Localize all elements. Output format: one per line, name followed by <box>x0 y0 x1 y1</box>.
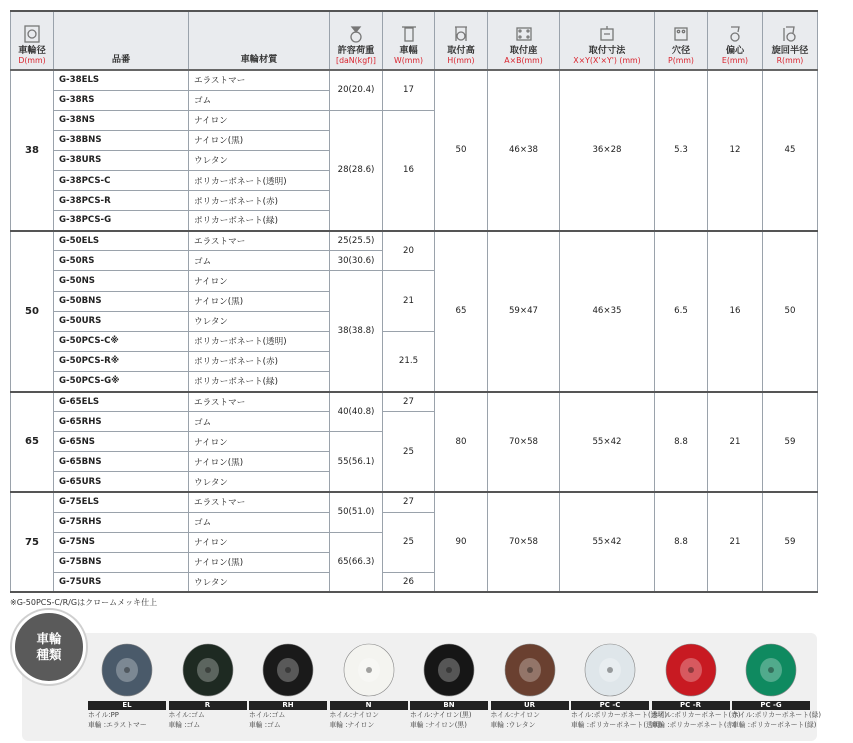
load-weight-icon <box>331 24 381 44</box>
diameter-cell: 65 <box>11 392 54 492</box>
header-label: 車輪径 <box>18 45 46 57</box>
load-cell: 50(51.0) <box>330 492 383 532</box>
product-code: G-50PCS-C※ <box>54 331 189 351</box>
product-code: G-38BNS <box>54 130 189 150</box>
load-cell: 25(25.5) <box>330 231 383 251</box>
product-code: G-75BNS <box>54 552 189 572</box>
material-cell: ナイロン(黒) <box>189 452 330 472</box>
product-code: G-38PCS-R <box>54 191 189 211</box>
product-code: G-65ELS <box>54 392 189 412</box>
radius-cell: 59 <box>763 392 818 492</box>
product-code: G-50ELS <box>54 231 189 251</box>
header-load <box>330 11 383 70</box>
product-code: G-38NS <box>54 110 189 130</box>
header-label: 取付高 <box>447 45 475 57</box>
header-label: 車幅 <box>399 45 418 57</box>
material-cell: ポリカーボネート(緑) <box>189 211 330 231</box>
header-unit: D(mm) <box>18 56 46 66</box>
material-cell: ポリカーボネート(赤) <box>189 351 330 371</box>
wheel-type-material: 車輪 :ナイロン <box>329 721 375 730</box>
material-cell: ウレタン <box>189 150 330 170</box>
offset-cell: 12 <box>708 70 763 231</box>
product-code: G-50NS <box>54 271 189 291</box>
material-cell: ウレタン <box>189 311 330 331</box>
product-code: G-65URS <box>54 472 189 492</box>
footnote: ※G-50PCS-C/R/Gはクロームメッキ仕上 <box>10 598 158 607</box>
radius-cell: 45 <box>763 70 818 231</box>
material-cell: ナイロン(黒) <box>189 552 330 572</box>
header-dimension <box>560 11 655 70</box>
wheel-type-code: N <box>330 701 408 710</box>
header-unit: R(mm) <box>776 56 804 66</box>
wheel-type-material: 車輪 :ポリカーボネート(赤) <box>651 721 736 730</box>
width-cell: 25 <box>383 512 435 572</box>
load-cell: 30(30.6) <box>330 251 383 271</box>
wheel-image <box>738 643 804 697</box>
material-cell: ポリカーボネート(赤) <box>189 191 330 211</box>
product-code: G-38PCS-C <box>54 170 189 190</box>
material-cell: ポリカーボネート(透明) <box>189 331 330 351</box>
wheel-type-hub: ホイル:ナイロン <box>490 711 540 719</box>
plate-cell: 46×38 <box>488 70 560 231</box>
wheel-image <box>175 643 241 697</box>
header-unit: X×Y(X'×Y') (mm) <box>573 56 641 66</box>
height-cell: 50 <box>435 70 488 231</box>
dimension-cell: 55×42 <box>560 492 655 592</box>
wheel-type-code: PC -G <box>732 701 810 710</box>
load-cell: 55(56.1) <box>330 432 383 492</box>
badge-line: 種類 <box>36 647 62 662</box>
wheel-type-item <box>491 643 569 730</box>
material-cell: ポリカーボネート(透明) <box>189 170 330 190</box>
header-plate <box>488 11 560 70</box>
product-code: G-50PCS-R※ <box>54 351 189 371</box>
wheel-type-hub: ホイル:ゴム <box>249 711 286 719</box>
width-cell: 21 <box>383 271 435 331</box>
material-cell: ナイロン <box>189 271 330 291</box>
load-cell: 65(66.3) <box>330 532 383 592</box>
header-height <box>435 11 488 70</box>
wheel-type-hub: ホイル:ナイロン(黒) <box>410 711 472 719</box>
header-label: 許容荷重 <box>337 45 375 57</box>
wheel-type-material: 車輪 :ゴム <box>168 721 201 730</box>
offset-icon <box>709 24 761 44</box>
plate-cell: 59×47 <box>488 231 560 392</box>
offset-cell: 21 <box>708 492 763 592</box>
material-cell: ナイロン(黒) <box>189 130 330 150</box>
product-code: G-50PCS-G※ <box>54 371 189 391</box>
wheel-image <box>497 643 563 697</box>
header-radius <box>763 11 818 70</box>
wheel-type-item <box>732 643 822 730</box>
load-cell: 28(28.6) <box>330 110 383 231</box>
width-cell: 16 <box>383 110 435 231</box>
header-unit: E(mm) <box>721 56 749 66</box>
material-cell: ゴム <box>189 90 330 110</box>
mount-height-icon <box>436 24 486 44</box>
product-code: G-38PCS-G <box>54 211 189 231</box>
wheel-type-material: 車輪 :ポリカーボネート(緑) <box>732 721 817 730</box>
wheel-type-code: PC -C <box>571 701 649 710</box>
hole-cell: 6.5 <box>655 231 708 392</box>
radius-cell: 50 <box>763 231 818 392</box>
product-code: G-38URS <box>54 150 189 170</box>
product-code: G-65BNS <box>54 452 189 472</box>
product-code: G-75NS <box>54 532 189 552</box>
wheel-type-material: 車輪 :エラストマー <box>88 721 147 730</box>
wheel-type-item <box>88 643 166 730</box>
product-code: G-50RS <box>54 251 189 271</box>
width-cell: 26 <box>383 572 435 592</box>
material-cell: ポリカーボネート(緑) <box>189 371 330 391</box>
header-unit: P(mm) <box>668 56 694 66</box>
wheel-type-hub: ホイル:PP <box>88 711 119 719</box>
wheel-type-hub: ホイル:ナイロン <box>329 711 379 719</box>
material-cell: エラストマー <box>189 492 330 512</box>
wheel-diameter-icon <box>12 24 52 44</box>
header-code <box>54 11 189 70</box>
offset-cell: 16 <box>708 231 763 392</box>
wheel-image <box>94 643 160 697</box>
width-cell: 21.5 <box>383 331 435 391</box>
material-cell: エラストマー <box>189 70 330 90</box>
material-cell: ゴム <box>189 251 330 271</box>
material-cell: ナイロン <box>189 532 330 552</box>
hole-cell: 8.8 <box>655 492 708 592</box>
header-offset <box>708 11 763 70</box>
dimension-cell: 46×35 <box>560 231 655 392</box>
height-cell: 65 <box>435 231 488 392</box>
width-cell: 27 <box>383 392 435 412</box>
width-cell: 25 <box>383 412 435 492</box>
material-cell: エラストマー <box>189 392 330 412</box>
table-row <box>11 70 818 90</box>
offset-cell: 21 <box>708 392 763 492</box>
material-cell: ナイロン(黒) <box>189 291 330 311</box>
diameter-cell: 75 <box>11 492 54 592</box>
wheel-type-code: RH <box>249 701 327 710</box>
hole-cell: 8.8 <box>655 392 708 492</box>
header-width <box>383 11 435 70</box>
header-material <box>189 11 330 70</box>
header-unit: W(mm) <box>394 56 423 66</box>
height-cell: 80 <box>435 392 488 492</box>
product-code: G-75RHS <box>54 512 189 532</box>
product-code: G-75ELS <box>54 492 189 512</box>
width-cell: 17 <box>383 70 435 110</box>
wheel-type-hub: ホイル:ポリカーボネート(赤) <box>651 711 741 719</box>
wheel-type-code: UR <box>491 701 569 710</box>
wheel-type-item <box>169 643 247 730</box>
wheel-type-code: R <box>169 701 247 710</box>
width-cell: 27 <box>383 492 435 512</box>
header-unit: H(mm) <box>447 56 475 66</box>
product-code: G-38ELS <box>54 70 189 90</box>
product-code: G-50URS <box>54 311 189 331</box>
radius-cell: 59 <box>763 492 818 592</box>
material-cell: エラストマー <box>189 231 330 251</box>
table-row <box>11 492 818 512</box>
header-label: 品番 <box>111 54 131 66</box>
diameter-cell: 50 <box>11 231 54 392</box>
plate-cell: 70×58 <box>488 392 560 492</box>
wheel-type-item <box>651 643 741 730</box>
material-cell: ゴム <box>189 412 330 432</box>
wheel-types-badge <box>12 610 86 684</box>
hole-diameter-icon <box>656 24 706 44</box>
load-cell: 38(38.8) <box>330 271 383 392</box>
wheel-type-material: 車輪 :ポリカーボネート(透明) <box>571 721 663 730</box>
width-cell: 20 <box>383 231 435 271</box>
product-code: G-50BNS <box>54 291 189 311</box>
material-cell: ゴム <box>189 512 330 532</box>
wheel-type-item <box>410 643 488 730</box>
hole-cell: 5.3 <box>655 70 708 231</box>
product-code: G-65RHS <box>54 412 189 432</box>
header-label: 偏心 <box>725 45 745 57</box>
diameter-cell: 38 <box>11 70 54 231</box>
mount-dimension-icon <box>561 24 653 44</box>
spec-table <box>10 10 818 593</box>
header-unit: [daN(kgf)] <box>336 56 376 66</box>
table-row <box>11 392 818 412</box>
wheel-type-material: 車輪 :ナイロン(黒) <box>410 721 467 730</box>
product-code: G-38RS <box>54 90 189 110</box>
wheel-image <box>336 643 402 697</box>
header-row <box>11 11 818 70</box>
header-label: 旋回半径 <box>771 45 809 57</box>
material-cell: ウレタン <box>189 572 330 592</box>
header-unit: A×B(mm) <box>504 56 543 66</box>
table-row <box>11 231 818 251</box>
load-cell: 20(20.4) <box>330 70 383 110</box>
plate-cell: 70×58 <box>488 492 560 592</box>
wheel-image <box>577 643 643 697</box>
wheel-type-item <box>249 643 327 730</box>
wheel-type-code: BN <box>410 701 488 710</box>
wheel-type-hub: ホイル:ポリカーボネート(緑) <box>732 711 822 719</box>
wheel-image <box>416 643 482 697</box>
material-cell: ナイロン <box>189 432 330 452</box>
wheel-type-material: 車輪 :ゴム <box>249 721 281 730</box>
header-label: 穴径 <box>671 45 691 57</box>
wheel-width-icon <box>384 24 433 44</box>
header-label: 取付寸法 <box>588 45 626 57</box>
mount-plate-icon <box>489 24 558 44</box>
material-cell: ナイロン <box>189 110 330 130</box>
wheel-image <box>255 643 321 697</box>
wheel-type-hub: ホイル:ポリカーボネート(透明) <box>571 711 667 719</box>
header-hole <box>655 11 708 70</box>
load-cell: 40(40.8) <box>330 392 383 432</box>
header-diameter <box>11 11 54 70</box>
material-cell: ウレタン <box>189 472 330 492</box>
wheel-type-hub: ホイル:ゴム <box>168 711 205 719</box>
wheel-type-code: PC -R <box>652 701 730 710</box>
header-label: 車輪材質 <box>240 54 278 66</box>
wheel-image <box>658 643 724 697</box>
wheel-type-code: EL <box>88 701 166 710</box>
wheel-type-item <box>571 643 667 730</box>
swivel-radius-icon <box>764 24 816 44</box>
product-code: G-75URS <box>54 572 189 592</box>
badge-line: 車輪 <box>36 631 62 647</box>
dimension-cell: 36×28 <box>560 70 655 231</box>
dimension-cell: 55×42 <box>560 392 655 492</box>
height-cell: 90 <box>435 492 488 592</box>
header-label: 取付座 <box>509 45 538 57</box>
wheel-type-material: 車輪 :ウレタン <box>490 721 536 730</box>
product-code: G-65NS <box>54 432 189 452</box>
wheel-type-item <box>330 643 408 730</box>
